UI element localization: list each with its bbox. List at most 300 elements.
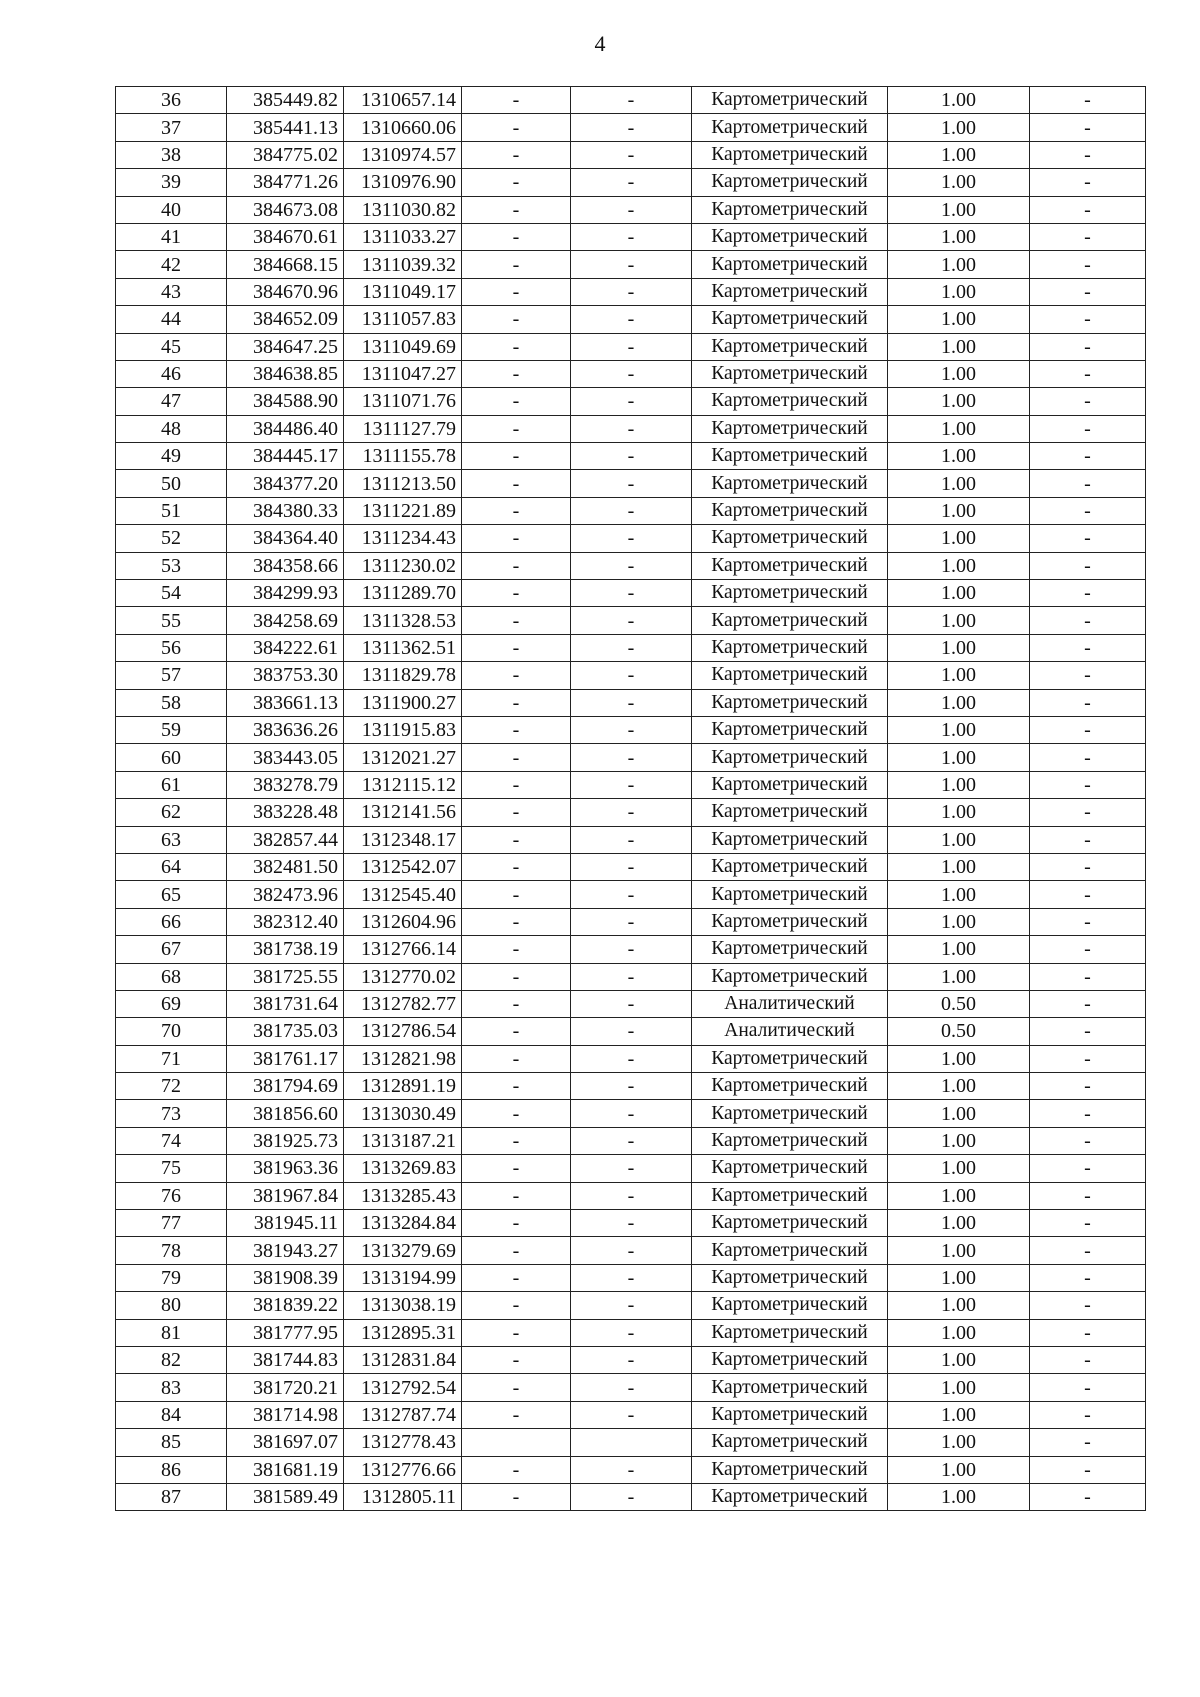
note-cell: - xyxy=(1030,716,1146,743)
point-number-cell: 51 xyxy=(116,497,227,524)
empty-value-cell: - xyxy=(462,1346,571,1373)
y-coordinate-cell: 1312787.74 xyxy=(344,1401,462,1428)
point-number-cell: 40 xyxy=(116,196,227,223)
empty-value-cell: - xyxy=(462,1292,571,1319)
table-row xyxy=(116,360,1146,387)
x-coordinate-cell: 384668.15 xyxy=(227,251,344,278)
table-row xyxy=(116,1483,1146,1510)
table-row xyxy=(116,1374,1146,1401)
note-cell: - xyxy=(1030,169,1146,196)
empty-value-cell: - xyxy=(571,634,692,661)
note-cell: - xyxy=(1030,826,1146,853)
point-number-cell: 61 xyxy=(116,771,227,798)
method-cell: Картометрический xyxy=(692,360,888,387)
table-row xyxy=(116,333,1146,360)
x-coordinate-cell: 384380.33 xyxy=(227,497,344,524)
empty-value-cell: - xyxy=(571,415,692,442)
empty-value-cell: - xyxy=(571,1045,692,1072)
empty-value-cell: - xyxy=(571,1401,692,1428)
empty-value-cell: - xyxy=(571,1292,692,1319)
accuracy-cell: 1.00 xyxy=(888,1483,1030,1510)
method-cell: Аналитический xyxy=(692,990,888,1017)
x-coordinate-cell: 381720.21 xyxy=(227,1374,344,1401)
x-coordinate-cell: 384638.85 xyxy=(227,360,344,387)
y-coordinate-cell: 1313194.99 xyxy=(344,1264,462,1291)
empty-value-cell: - xyxy=(462,443,571,470)
table-row xyxy=(116,1292,1146,1319)
x-coordinate-cell: 383753.30 xyxy=(227,662,344,689)
table-row xyxy=(116,552,1146,579)
empty-value-cell: - xyxy=(462,1073,571,1100)
empty-value-cell: - xyxy=(571,662,692,689)
coordinates-table-body xyxy=(116,87,1146,1511)
note-cell: - xyxy=(1030,607,1146,634)
note-cell: - xyxy=(1030,141,1146,168)
y-coordinate-cell: 1310974.57 xyxy=(344,141,462,168)
method-cell: Картометрический xyxy=(692,607,888,634)
x-coordinate-cell: 384647.25 xyxy=(227,333,344,360)
empty-value-cell: - xyxy=(462,306,571,333)
empty-value-cell: - xyxy=(462,580,571,607)
note-cell: - xyxy=(1030,470,1146,497)
y-coordinate-cell: 1311829.78 xyxy=(344,662,462,689)
x-coordinate-cell: 384358.66 xyxy=(227,552,344,579)
table-row xyxy=(116,1401,1146,1428)
point-number-cell: 83 xyxy=(116,1374,227,1401)
table-row xyxy=(116,826,1146,853)
method-cell: Картометрический xyxy=(692,552,888,579)
empty-value-cell: - xyxy=(571,1319,692,1346)
note-cell: - xyxy=(1030,1182,1146,1209)
y-coordinate-cell: 1311289.70 xyxy=(344,580,462,607)
empty-value-cell: - xyxy=(462,360,571,387)
x-coordinate-cell: 381925.73 xyxy=(227,1127,344,1154)
note-cell: - xyxy=(1030,1100,1146,1127)
point-number-cell: 55 xyxy=(116,607,227,634)
y-coordinate-cell: 1312782.77 xyxy=(344,990,462,1017)
point-number-cell: 54 xyxy=(116,580,227,607)
empty-value-cell: - xyxy=(462,415,571,442)
point-number-cell: 87 xyxy=(116,1483,227,1510)
note-cell: - xyxy=(1030,360,1146,387)
note-cell: - xyxy=(1030,963,1146,990)
accuracy-cell: 1.00 xyxy=(888,771,1030,798)
empty-value-cell: - xyxy=(571,278,692,305)
table-row xyxy=(116,580,1146,607)
accuracy-cell: 1.00 xyxy=(888,1319,1030,1346)
empty-value-cell: - xyxy=(571,881,692,908)
note-cell: - xyxy=(1030,1127,1146,1154)
accuracy-cell: 1.00 xyxy=(888,1100,1030,1127)
point-number-cell: 42 xyxy=(116,251,227,278)
table-row xyxy=(116,251,1146,278)
method-cell: Картометрический xyxy=(692,744,888,771)
empty-value-cell: - xyxy=(571,1456,692,1483)
note-cell: - xyxy=(1030,1346,1146,1373)
method-cell: Картометрический xyxy=(692,497,888,524)
table-row xyxy=(116,1100,1146,1127)
note-cell: - xyxy=(1030,87,1146,114)
x-coordinate-cell: 383661.13 xyxy=(227,689,344,716)
note-cell: - xyxy=(1030,552,1146,579)
x-coordinate-cell: 381794.69 xyxy=(227,1073,344,1100)
empty-value-cell: - xyxy=(462,87,571,114)
empty-value-cell: - xyxy=(571,552,692,579)
note-cell: - xyxy=(1030,1018,1146,1045)
accuracy-cell: 0.50 xyxy=(888,1018,1030,1045)
point-number-cell: 76 xyxy=(116,1182,227,1209)
accuracy-cell: 1.00 xyxy=(888,1155,1030,1182)
x-coordinate-cell: 384673.08 xyxy=(227,196,344,223)
empty-value-cell: - xyxy=(462,1456,571,1483)
point-number-cell: 79 xyxy=(116,1264,227,1291)
note-cell: - xyxy=(1030,936,1146,963)
point-number-cell: 80 xyxy=(116,1292,227,1319)
note-cell: - xyxy=(1030,662,1146,689)
table-row xyxy=(116,1237,1146,1264)
accuracy-cell: 1.00 xyxy=(888,634,1030,661)
accuracy-cell: 1.00 xyxy=(888,388,1030,415)
point-number-cell: 84 xyxy=(116,1401,227,1428)
accuracy-cell: 1.00 xyxy=(888,1210,1030,1237)
empty-value-cell: - xyxy=(462,141,571,168)
y-coordinate-cell: 1311234.43 xyxy=(344,525,462,552)
method-cell: Картометрический xyxy=(692,1182,888,1209)
method-cell: Картометрический xyxy=(692,223,888,250)
point-number-cell: 75 xyxy=(116,1155,227,1182)
accuracy-cell: 1.00 xyxy=(888,196,1030,223)
empty-value-cell: - xyxy=(571,853,692,880)
point-number-cell: 69 xyxy=(116,990,227,1017)
note-cell: - xyxy=(1030,1456,1146,1483)
y-coordinate-cell: 1311900.27 xyxy=(344,689,462,716)
x-coordinate-cell: 381744.83 xyxy=(227,1346,344,1373)
method-cell: Картометрический xyxy=(692,1100,888,1127)
point-number-cell: 65 xyxy=(116,881,227,908)
point-number-cell: 48 xyxy=(116,415,227,442)
method-cell: Картометрический xyxy=(692,634,888,661)
note-cell: - xyxy=(1030,1045,1146,1072)
table-row xyxy=(116,306,1146,333)
method-cell: Картометрический xyxy=(692,388,888,415)
page-number: 4 xyxy=(594,31,606,56)
point-number-cell: 86 xyxy=(116,1456,227,1483)
table-row xyxy=(116,689,1146,716)
table-row xyxy=(116,114,1146,141)
empty-value-cell: - xyxy=(462,1210,571,1237)
empty-value-cell: - xyxy=(571,388,692,415)
table-row xyxy=(116,1456,1146,1483)
empty-value-cell xyxy=(571,1429,692,1456)
point-number-cell: 70 xyxy=(116,1018,227,1045)
empty-value-cell: - xyxy=(462,662,571,689)
y-coordinate-cell: 1312770.02 xyxy=(344,963,462,990)
y-coordinate-cell: 1312542.07 xyxy=(344,853,462,880)
accuracy-cell: 1.00 xyxy=(888,1127,1030,1154)
empty-value-cell: - xyxy=(571,1127,692,1154)
table-row xyxy=(116,881,1146,908)
x-coordinate-cell: 381761.17 xyxy=(227,1045,344,1072)
accuracy-cell: 1.00 xyxy=(888,881,1030,908)
accuracy-cell: 1.00 xyxy=(888,278,1030,305)
empty-value-cell: - xyxy=(462,388,571,415)
point-number-cell: 43 xyxy=(116,278,227,305)
y-coordinate-cell: 1312115.12 xyxy=(344,771,462,798)
y-coordinate-cell: 1313187.21 xyxy=(344,1127,462,1154)
y-coordinate-cell: 1311155.78 xyxy=(344,443,462,470)
table-row xyxy=(116,1210,1146,1237)
empty-value-cell: - xyxy=(462,497,571,524)
empty-value-cell: - xyxy=(462,908,571,935)
accuracy-cell: 1.00 xyxy=(888,826,1030,853)
accuracy-cell: 1.00 xyxy=(888,1073,1030,1100)
point-number-cell: 41 xyxy=(116,223,227,250)
point-number-cell: 81 xyxy=(116,1319,227,1346)
x-coordinate-cell: 382312.40 xyxy=(227,908,344,935)
point-number-cell: 56 xyxy=(116,634,227,661)
empty-value-cell: - xyxy=(462,552,571,579)
method-cell: Картометрический xyxy=(692,1210,888,1237)
table-row xyxy=(116,1264,1146,1291)
table-row xyxy=(116,497,1146,524)
y-coordinate-cell: 1313285.43 xyxy=(344,1182,462,1209)
y-coordinate-cell: 1310976.90 xyxy=(344,169,462,196)
empty-value-cell: - xyxy=(571,360,692,387)
y-coordinate-cell: 1312776.66 xyxy=(344,1456,462,1483)
note-cell: - xyxy=(1030,223,1146,250)
accuracy-cell: 1.00 xyxy=(888,1237,1030,1264)
method-cell: Картометрический xyxy=(692,689,888,716)
accuracy-cell: 1.00 xyxy=(888,443,1030,470)
accuracy-cell: 1.00 xyxy=(888,306,1030,333)
method-cell: Картометрический xyxy=(692,771,888,798)
y-coordinate-cell: 1311230.02 xyxy=(344,552,462,579)
accuracy-cell: 1.00 xyxy=(888,169,1030,196)
method-cell: Картометрический xyxy=(692,306,888,333)
point-number-cell: 71 xyxy=(116,1045,227,1072)
point-number-cell: 52 xyxy=(116,525,227,552)
x-coordinate-cell: 383278.79 xyxy=(227,771,344,798)
table-row xyxy=(116,278,1146,305)
point-number-cell: 38 xyxy=(116,141,227,168)
x-coordinate-cell: 381777.95 xyxy=(227,1319,344,1346)
y-coordinate-cell: 1312021.27 xyxy=(344,744,462,771)
y-coordinate-cell: 1312141.56 xyxy=(344,799,462,826)
method-cell: Картометрический xyxy=(692,525,888,552)
empty-value-cell: - xyxy=(462,881,571,908)
note-cell: - xyxy=(1030,799,1146,826)
empty-value-cell: - xyxy=(571,333,692,360)
y-coordinate-cell: 1310660.06 xyxy=(344,114,462,141)
table-row xyxy=(116,1429,1146,1456)
point-number-cell: 46 xyxy=(116,360,227,387)
note-cell: - xyxy=(1030,497,1146,524)
empty-value-cell: - xyxy=(571,1018,692,1045)
method-cell: Картометрический xyxy=(692,196,888,223)
point-number-cell: 64 xyxy=(116,853,227,880)
note-cell: - xyxy=(1030,634,1146,661)
table-row xyxy=(116,936,1146,963)
empty-value-cell: - xyxy=(462,634,571,661)
y-coordinate-cell: 1311213.50 xyxy=(344,470,462,497)
x-coordinate-cell: 383228.48 xyxy=(227,799,344,826)
x-coordinate-cell: 384775.02 xyxy=(227,141,344,168)
method-cell: Картометрический xyxy=(692,963,888,990)
empty-value-cell: - xyxy=(462,1100,571,1127)
accuracy-cell: 1.00 xyxy=(888,689,1030,716)
method-cell: Картометрический xyxy=(692,1374,888,1401)
empty-value-cell: - xyxy=(462,1401,571,1428)
point-number-cell: 50 xyxy=(116,470,227,497)
accuracy-cell: 1.00 xyxy=(888,87,1030,114)
note-cell: - xyxy=(1030,881,1146,908)
note-cell: - xyxy=(1030,388,1146,415)
empty-value-cell: - xyxy=(571,1182,692,1209)
method-cell: Картометрический xyxy=(692,1483,888,1510)
empty-value-cell: - xyxy=(462,1374,571,1401)
empty-value-cell: - xyxy=(571,1483,692,1510)
accuracy-cell: 1.00 xyxy=(888,141,1030,168)
accuracy-cell: 1.00 xyxy=(888,744,1030,771)
table-row xyxy=(116,169,1146,196)
accuracy-cell: 1.00 xyxy=(888,607,1030,634)
empty-value-cell: - xyxy=(462,1018,571,1045)
empty-value-cell: - xyxy=(462,990,571,1017)
empty-value-cell: - xyxy=(571,1346,692,1373)
point-number-cell: 66 xyxy=(116,908,227,935)
point-number-cell: 68 xyxy=(116,963,227,990)
y-coordinate-cell: 1312895.31 xyxy=(344,1319,462,1346)
y-coordinate-cell: 1311362.51 xyxy=(344,634,462,661)
point-number-cell: 63 xyxy=(116,826,227,853)
method-cell: Картометрический xyxy=(692,936,888,963)
coordinates-table xyxy=(115,86,1146,1511)
x-coordinate-cell: 384364.40 xyxy=(227,525,344,552)
method-cell: Картометрический xyxy=(692,1237,888,1264)
x-coordinate-cell: 384299.93 xyxy=(227,580,344,607)
empty-value-cell: - xyxy=(571,1073,692,1100)
y-coordinate-cell: 1311071.76 xyxy=(344,388,462,415)
table-row xyxy=(116,662,1146,689)
method-cell: Картометрический xyxy=(692,1429,888,1456)
method-cell: Картометрический xyxy=(692,826,888,853)
accuracy-cell: 1.00 xyxy=(888,799,1030,826)
empty-value-cell xyxy=(462,1429,571,1456)
table-row xyxy=(116,990,1146,1017)
method-cell: Картометрический xyxy=(692,443,888,470)
accuracy-cell: 1.00 xyxy=(888,1456,1030,1483)
y-coordinate-cell: 1312805.11 xyxy=(344,1483,462,1510)
x-coordinate-cell: 384377.20 xyxy=(227,470,344,497)
y-coordinate-cell: 1312891.19 xyxy=(344,1073,462,1100)
x-coordinate-cell: 385441.13 xyxy=(227,114,344,141)
table-row xyxy=(116,1346,1146,1373)
x-coordinate-cell: 381681.19 xyxy=(227,1456,344,1483)
table-row xyxy=(116,141,1146,168)
table-row xyxy=(116,196,1146,223)
accuracy-cell: 1.00 xyxy=(888,853,1030,880)
accuracy-cell: 1.00 xyxy=(888,333,1030,360)
point-number-cell: 45 xyxy=(116,333,227,360)
empty-value-cell: - xyxy=(462,936,571,963)
point-number-cell: 58 xyxy=(116,689,227,716)
y-coordinate-cell: 1311221.89 xyxy=(344,497,462,524)
empty-value-cell: - xyxy=(462,114,571,141)
accuracy-cell: 1.00 xyxy=(888,716,1030,743)
empty-value-cell: - xyxy=(571,1100,692,1127)
table-row xyxy=(116,415,1146,442)
x-coordinate-cell: 381735.03 xyxy=(227,1018,344,1045)
y-coordinate-cell: 1312821.98 xyxy=(344,1045,462,1072)
empty-value-cell: - xyxy=(462,169,571,196)
note-cell: - xyxy=(1030,251,1146,278)
empty-value-cell: - xyxy=(462,525,571,552)
method-cell: Картометрический xyxy=(692,169,888,196)
point-number-cell: 82 xyxy=(116,1346,227,1373)
empty-value-cell: - xyxy=(571,771,692,798)
empty-value-cell: - xyxy=(571,908,692,935)
empty-value-cell: - xyxy=(462,1319,571,1346)
point-number-cell: 78 xyxy=(116,1237,227,1264)
x-coordinate-cell: 384588.90 xyxy=(227,388,344,415)
accuracy-cell: 1.00 xyxy=(888,1429,1030,1456)
empty-value-cell: - xyxy=(571,196,692,223)
empty-value-cell: - xyxy=(571,1374,692,1401)
note-cell: - xyxy=(1030,196,1146,223)
method-cell: Картометрический xyxy=(692,333,888,360)
empty-value-cell: - xyxy=(571,470,692,497)
y-coordinate-cell: 1311127.79 xyxy=(344,415,462,442)
empty-value-cell: - xyxy=(462,744,571,771)
empty-value-cell: - xyxy=(571,689,692,716)
y-coordinate-cell: 1313269.83 xyxy=(344,1155,462,1182)
point-number-cell: 74 xyxy=(116,1127,227,1154)
y-coordinate-cell: 1313279.69 xyxy=(344,1237,462,1264)
method-cell: Аналитический xyxy=(692,1018,888,1045)
empty-value-cell: - xyxy=(462,251,571,278)
table-row xyxy=(116,1127,1146,1154)
point-number-cell: 39 xyxy=(116,169,227,196)
method-cell: Картометрический xyxy=(692,1319,888,1346)
x-coordinate-cell: 381697.07 xyxy=(227,1429,344,1456)
x-coordinate-cell: 381963.36 xyxy=(227,1155,344,1182)
table-row xyxy=(116,525,1146,552)
method-cell: Картометрический xyxy=(692,141,888,168)
y-coordinate-cell: 1312792.54 xyxy=(344,1374,462,1401)
accuracy-cell: 1.00 xyxy=(888,114,1030,141)
accuracy-cell: 1.00 xyxy=(888,1401,1030,1428)
accuracy-cell: 1.00 xyxy=(888,470,1030,497)
table-row xyxy=(116,963,1146,990)
x-coordinate-cell: 381908.39 xyxy=(227,1264,344,1291)
method-cell: Картометрический xyxy=(692,1045,888,1072)
x-coordinate-cell: 384670.61 xyxy=(227,223,344,250)
method-cell: Картометрический xyxy=(692,881,888,908)
accuracy-cell: 1.00 xyxy=(888,251,1030,278)
method-cell: Картометрический xyxy=(692,662,888,689)
method-cell: Картометрический xyxy=(692,87,888,114)
note-cell: - xyxy=(1030,689,1146,716)
method-cell: Картометрический xyxy=(692,716,888,743)
empty-value-cell: - xyxy=(571,141,692,168)
x-coordinate-cell: 381738.19 xyxy=(227,936,344,963)
note-cell: - xyxy=(1030,1319,1146,1346)
table-row xyxy=(116,744,1146,771)
x-coordinate-cell: 381589.49 xyxy=(227,1483,344,1510)
x-coordinate-cell: 384771.26 xyxy=(227,169,344,196)
y-coordinate-cell: 1313030.49 xyxy=(344,1100,462,1127)
x-coordinate-cell: 383443.05 xyxy=(227,744,344,771)
